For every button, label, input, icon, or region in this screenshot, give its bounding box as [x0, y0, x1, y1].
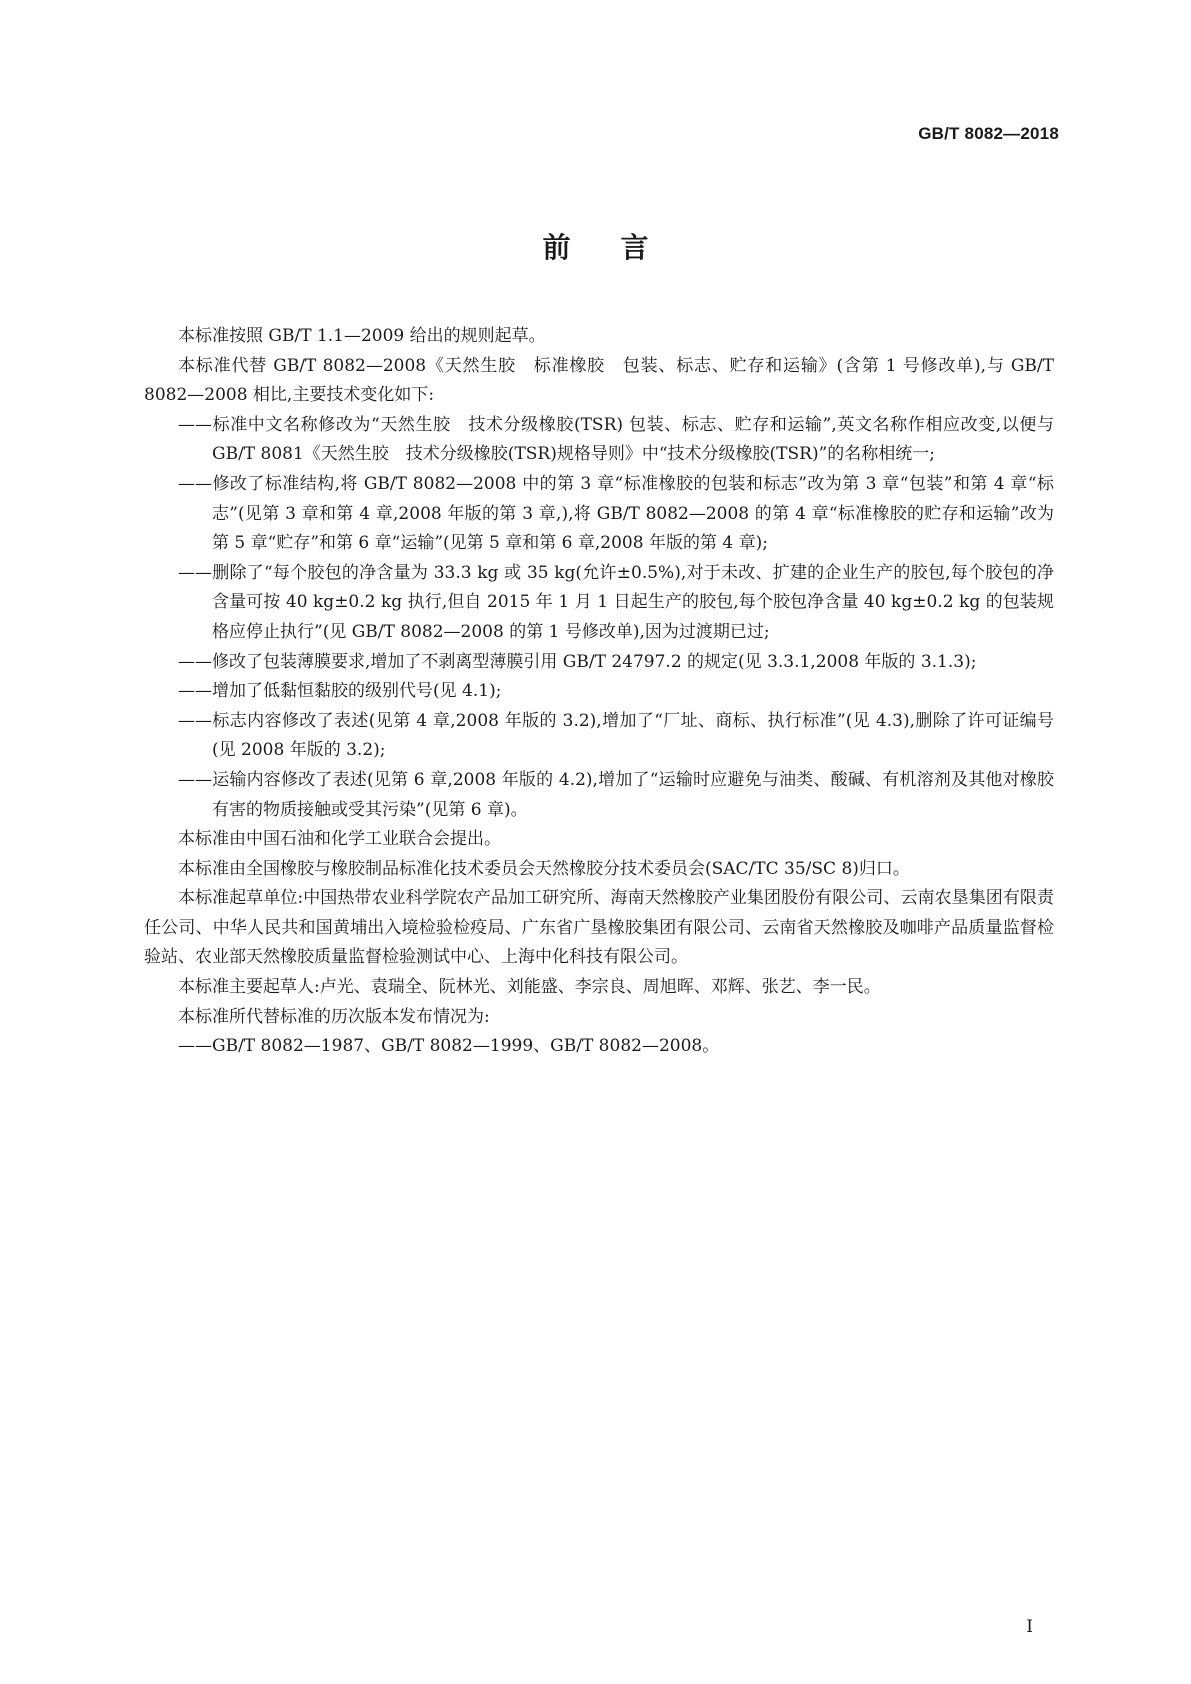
page-number: I [1026, 1617, 1033, 1637]
drafting-units-paragraph: 本标准起草单位:中国热带农业科学院农产品加工研究所、海南天然橡胶产业集团股份有限公司、云南农垦集团有限责任公司、中华人民共和国黄埔出入境检验检疫局、广东省广垦橡胶集团有限公司、云南省天然橡胶及咖啡产品质量监督检验站、农业部天然橡胶质量监督检验测试中心、上海中化科技有限公司。 [144, 888, 1054, 968]
page-title: 前言 [542, 231, 699, 264]
history-intro-paragraph: 本标准所代替标准的历次版本发布情况为: [178, 1006, 490, 1027]
change-item: ——删除了“每个胶包的净含量为 33.3 kg 或 35 kg(允许±0.5%),对于未改、扩建的企业生产的胶包,每个胶包的净含量可按 40 kg±0.2 kg 执行,但自 2015 年 1 月 1 日起生产的胶包,每个胶包净含量 40 kg±0.2 kg 的包装规格应停止执行”(见 GB/T 8082—2008 的第 1 号修改单),因为过渡期已过; [178, 562, 1054, 642]
change-item: ——修改了包装薄膜要求,增加了不剥离型薄膜引用 GB/T 24797.2 的规定(见 3.3.1,2008 年版的 3.1.3); [178, 651, 977, 672]
change-item: ——增加了低黏恒黏胶的级别代号(见 4.1); [178, 681, 502, 702]
change-item: ——运输内容修改了表述(见第 6 章,2008 年版的 4.2),增加了“运输时应避免与油类、酸碱、有机溶剂及其他对橡胶有害的物质接触或受其污染”(见第 6 章)。 [178, 769, 1054, 820]
centralized-paragraph: 本标准由全国橡胶与橡胶制品标准化技术委员会天然橡胶分技术委员会(SAC/TC 35/SC 8)归口。 [178, 858, 910, 879]
proposer-paragraph: 本标准由中国石油和化学工业联合会提出。 [178, 829, 501, 850]
change-item: ——标准中文名称修改为“天然生胶 技术分级橡胶(TSR) 包装、标志、贮存和运输”,英文名称作相应改变,以便与 GB/T 8081《天然生胶 技术分级橡胶(TSR)规格导则》中“技术分级橡胶(TSR)”的名称相统一; [178, 414, 1054, 465]
drafters-paragraph: 本标准主要起草人:卢光、袁瑞全、阮林光、刘能盛、李宗良、周旭晖、邓辉、张艺、李一民。 [178, 977, 881, 998]
standard-code: GB/T 8082—2018 [918, 124, 1059, 143]
replacement-paragraph: 本标准代替 GB/T 8082—2008《天然生胶 标准橡胶 包装、标志、贮存和运输》(含第 1 号修改单),与 GB/T 8082—2008 相比,主要技术变化如下: [144, 355, 1054, 406]
change-item: ——标志内容修改了表述(见第 4 章,2008 年版的 3.2),增加了“厂址、商标、执行标准”(见 4.3),删除了许可证编号(见 2008 年版的 3.2); [178, 710, 1054, 761]
history-item: ——GB/T 8082—1987、GB/T 8082—1999、GB/T 8082—2008。 [178, 1036, 720, 1057]
foreword-body [144, 322, 1054, 1062]
rules-paragraph: 本标准按照 GB/T 1.1—2009 给出的规则起草。 [178, 326, 546, 346]
change-item: ——修改了标准结构,将 GB/T 8082—2008 中的第 3 章“标准橡胶的包装和标志”改为第 3 章“包装”和第 4 章“标志”(见第 3 章和第 4 章,2008 年版的第 3 章,),将 GB/T 8082—2008 的第 4 章“标准橡胶的贮存和运输”改为第 5 章“贮存”和第 6 章“运输”(见第 5 章和第 6 章,2008 年版的第 4 章); [178, 473, 1054, 554]
